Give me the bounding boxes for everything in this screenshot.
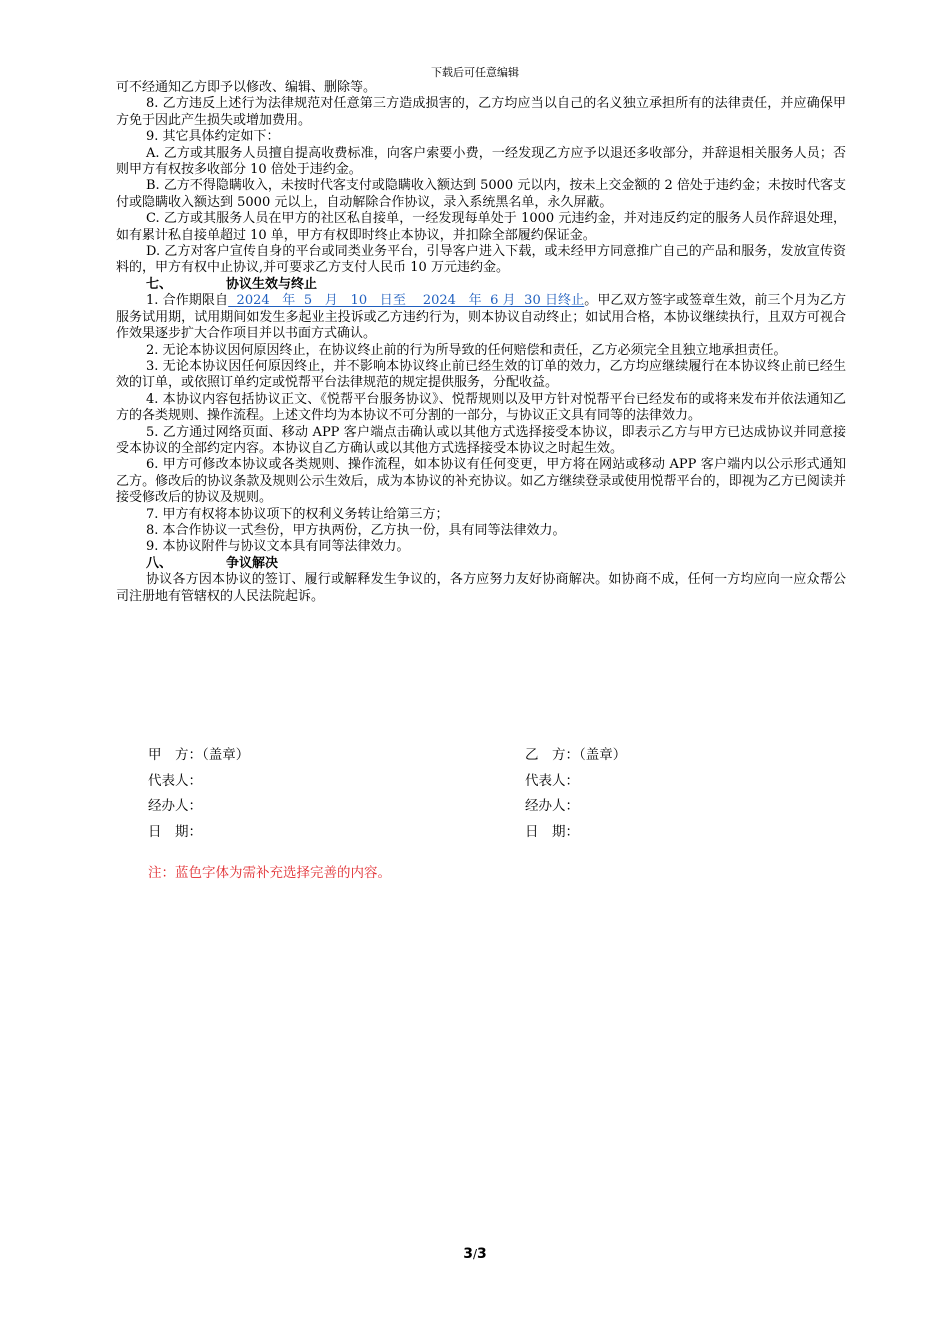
paragraph-9c: C. 乙方或其服务人员在甲方的社区私自接单，一经发现每单处于 1000 元违约金，并对违反约定的服务人员作辞退处理，如有累计私自接单超过 10 单，甲方有权即时终止本协议，并扣除全部履约保证金。 bbox=[116, 211, 846, 243]
page-total: 3 bbox=[477, 1246, 487, 1262]
section-8-paragraph-1: 协议各方因本协议的签订、履行或解释发生争议的，各方应努力友好协商解决。如协商不成，任何一方均应向一应众帮公司注册地有管辖权的人民法院起诉。 bbox=[116, 572, 846, 604]
term-dates-fill: 2024 年 5 月 10 日至 2024 年 6 月 30 日终止 bbox=[228, 293, 585, 309]
party-b-date: 日 期： bbox=[525, 823, 579, 840]
paragraph-continuation: 可不经通知乙方即予以修改、编辑、删除等。 bbox=[116, 80, 377, 95]
header-note: 下载后可任意编辑 bbox=[431, 66, 519, 79]
page-separator: / bbox=[472, 1247, 478, 1261]
paragraph-9: 9. 其它具体约定如下： bbox=[146, 129, 280, 145]
paragraph-9d: D. 乙方对客户宣传自身的平台或同类业务平台，引导客户进入下载，或未经甲方同意推广自己的产品和服务，发放宣传资料的，甲方有权中止协议,并可要求乙方支付人民币 10 万元违约金。 bbox=[116, 244, 846, 276]
paragraph-8: 8. 乙方违反上述行为法律规范对任意第三方造成损害的，乙方均应当以自己的名义独立承担所有的法律责任，并应确保甲方免于因此产生损失或增加费用。 bbox=[116, 96, 846, 128]
document-body bbox=[116, 80, 846, 605]
section-7-title: 协议生效与终止 bbox=[226, 276, 318, 292]
term-suffix: 。甲乙双方签字或签章生效，前三个月为乙方服务试用期，试用期间如发生多起业主投诉或乙方违约行为，则本协议自动终止；如试用合格，本协议继续执行，且双方可视合作效果逐步扩大合作项目并以书面方式确认。 bbox=[116, 293, 846, 342]
section-8-number: 八、 bbox=[146, 555, 173, 571]
term-prefix: 1. 合作期限自 bbox=[146, 293, 229, 309]
section-7-paragraph-1 bbox=[116, 293, 846, 342]
section-7-heading bbox=[116, 277, 846, 293]
signature-row-representative bbox=[148, 769, 708, 795]
party-a-handler: 经办人： bbox=[148, 798, 202, 814]
page-number bbox=[0, 1246, 950, 1262]
section-7-paragraph-4: 4. 本协议内容包括协议正文、《悦帮平台服务协议》、悦帮规则以及甲方针对悦帮平台已经发布的或将来发布并依法通知乙方的各类规则、操作流程。上述文件均为本协议不可分割的一部分，与协议正文具有同等的法律效力。 bbox=[116, 391, 846, 424]
signature-row-handler bbox=[148, 794, 708, 820]
party-b-label: 乙 方：（盖章） bbox=[525, 747, 627, 763]
signature-block bbox=[148, 743, 708, 845]
section-7-paragraph-5: 5. 乙方通过网络页面、移动 APP 客户端点击确认或以其他方式选择接受本协议，即表示乙方与甲方已达成协议并同意接受本协议的全部约定内容。本协议自乙方确认或以其他方式选择接受本协议之时起生效。 bbox=[116, 424, 846, 456]
party-a-label: 甲 方：（盖章） bbox=[148, 747, 250, 763]
section-7-number: 七、 bbox=[146, 276, 173, 292]
signature-row-party bbox=[148, 743, 708, 769]
section-7-paragraph-2: 2. 无论本协议因何原因终止，在协议终止前的行为所导致的任何赔偿和责任，乙方必须完全且独立地承担责任。 bbox=[146, 342, 787, 358]
section-8-heading bbox=[116, 556, 846, 572]
party-b-handler: 经办人： bbox=[525, 798, 579, 814]
section-7-paragraph-7: 7. 甲方有权将本协议项下的权利义务转让给第三方； bbox=[146, 506, 449, 522]
section-7-paragraph-3: 3. 无论本协议因任何原因终止，并不影响本协议终止前已经生效的订单的效力，乙方均应继续履行在本协议终止前已经生效的订单，或依照订单约定或悦帮平台法律规范的规定提供服务，分配收益。 bbox=[116, 358, 846, 391]
paragraph-9a: A. 乙方或其服务人员擅自提高收费标准，向客户索要小费，一经发现乙方应予以退还多收部分，并辞退相关服务人员；否则甲方有权按多收部分 10 倍处于违约金。 bbox=[116, 145, 846, 178]
section-7-paragraph-6: 6. 甲方可修改本协议或各类规则、操作流程，如本协议有任何变更，甲方将在网站或移动 APP 客户端内以公示形式通知乙方。修改后的协议条款及规则公示生效后，成为本协议的补充协议。如乙方继续登录或使用悦帮平台的，即视为乙方已阅读并接受修改后的协议及规则。 bbox=[116, 457, 846, 506]
page-current: 3 bbox=[463, 1246, 473, 1262]
blue-text-note: 注：蓝色字体为需补充选择完善的内容。 bbox=[148, 865, 391, 881]
section-7-paragraph-9: 9. 本协议附件与协议文本具有同等法律效力。 bbox=[146, 539, 410, 555]
party-a-representative: 代表人： bbox=[148, 772, 202, 789]
signature-row-date bbox=[148, 820, 708, 846]
section-8-title: 争议解决 bbox=[226, 555, 279, 571]
party-b-representative: 代表人： bbox=[525, 772, 579, 789]
party-a-date: 日 期： bbox=[148, 823, 202, 840]
paragraph-9b: B. 乙方不得隐瞒收入，未按时代客支付或隐瞒收入额达到 5000 元以内，按未上交金额的 2 倍处于违约金；未按时代客支付或隐瞒收入额达到 5000 元以上，自动解除合作协议，录入系统黑名单，永久屏蔽。 bbox=[116, 178, 846, 210]
section-7-paragraph-8: 8. 本合作协议一式叁份，甲方执两份，乙方执一份，具有同等法律效力。 bbox=[146, 522, 566, 538]
